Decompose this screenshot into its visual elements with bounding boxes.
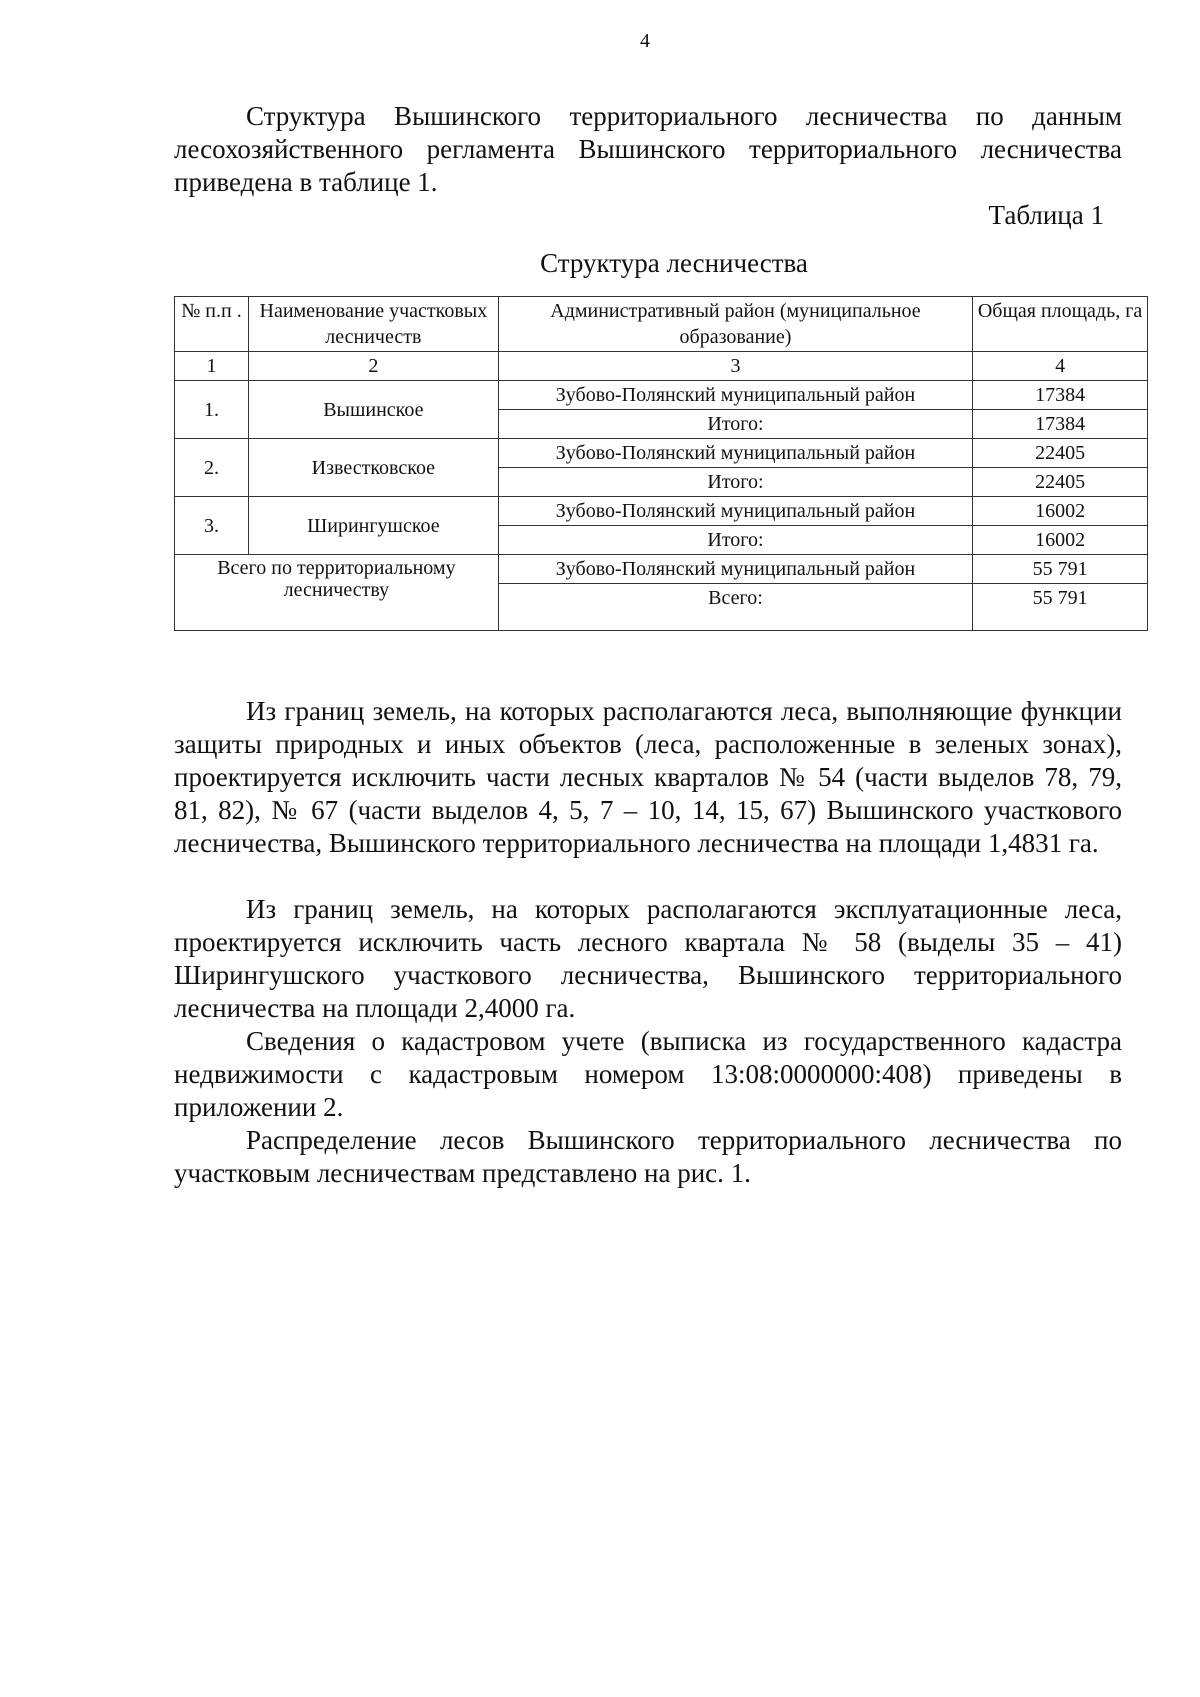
summary-district: Зубово-Полянский муниципальный район <box>498 555 972 584</box>
row-num: 3. <box>175 497 249 555</box>
forestry-structure-table <box>174 296 1148 631</box>
row-total: 22405 <box>973 468 1148 497</box>
page-number: 4 <box>640 30 650 52</box>
row-district: Зубово-Полянский муниципальный район <box>498 497 972 526</box>
row-total-label: Итого: <box>498 526 972 555</box>
row-num: 2. <box>175 439 249 497</box>
summary-label: Всего по территориальному лесничеству <box>175 555 499 631</box>
header-area: Общая площадь, га <box>973 297 1148 352</box>
row-num: 1. <box>175 381 249 439</box>
row-area: 16002 <box>973 497 1148 526</box>
table-label: Таблица 1 <box>988 200 1104 230</box>
row-name: Ширингушское <box>248 497 498 555</box>
table-title: Структура лесничества <box>540 248 808 278</box>
body-paragraph: Из границ земель, на которых располагаются эксплуатационные леса, проектируется исключить часть лесного квартала № 58 (выделы 35 – 41) Ширингушского участкового лесничества, Вышинского территориального лесничества на площади 2,4000 га. <box>174 894 1122 1023</box>
row-total: 16002 <box>973 526 1148 555</box>
row-total: 17384 <box>973 410 1148 439</box>
row-name: Вышинское <box>248 381 498 439</box>
body-paragraph: Сведения о кадастровом учете (выписка из государственного кадастра недвижимости с кадастровым номером 13:08:0000000:408) приведены в приложении 2. <box>174 1026 1122 1122</box>
row-area: 22405 <box>973 439 1148 468</box>
summary-total-label: Всего: <box>498 584 972 631</box>
summary-row <box>175 555 1148 584</box>
row-area: 17384 <box>973 381 1148 410</box>
header-district: Административный район (муниципальное образование) <box>498 297 972 352</box>
row-total-label: Итого: <box>498 468 972 497</box>
table-row <box>175 497 1148 526</box>
colnum-4: 4 <box>973 352 1148 381</box>
row-district: Зубово-Полянский муниципальный район <box>498 381 972 410</box>
table-header-row <box>175 297 1148 352</box>
header-num: № п.п . <box>175 297 249 352</box>
colnum-3: 3 <box>498 352 972 381</box>
summary-total: 55 791 <box>973 584 1148 631</box>
row-name: Известковское <box>248 439 498 497</box>
table-row <box>175 381 1148 410</box>
summary-area: 55 791 <box>973 555 1148 584</box>
table-row <box>175 439 1148 468</box>
body-paragraph: Распределение лесов Вышинского территориального лесничества по участковым лесничествам представлено на рис. 1. <box>174 1125 1122 1188</box>
column-numbers-row <box>175 352 1148 381</box>
intro-paragraph: Структура Вышинского территориального лесничества по данным лесохозяйственного регламента Вышинского территориального лесничества приведена в таблице 1. <box>174 101 1122 197</box>
colnum-2: 2 <box>248 352 498 381</box>
row-total-label: Итого: <box>498 410 972 439</box>
row-district: Зубово-Полянский муниципальный район <box>498 439 972 468</box>
colnum-1: 1 <box>175 352 249 381</box>
body-paragraph: Из границ земель, на которых располагаются леса, выполняющие функции защиты природных и иных объектов (леса, расположенные в зеленых зонах), проектируется исключить части лесных кварталов № 54 (части выделов 78, 79, 81, 82), № 67 (части выделов 4, 5, 7 – 10, 14, 15, 67) Вышинского участкового лесничества, Вышинского территориального лесничества на площади 1,4831 га. <box>174 696 1122 858</box>
header-name: Наименование участковых лесничеств <box>248 297 498 352</box>
